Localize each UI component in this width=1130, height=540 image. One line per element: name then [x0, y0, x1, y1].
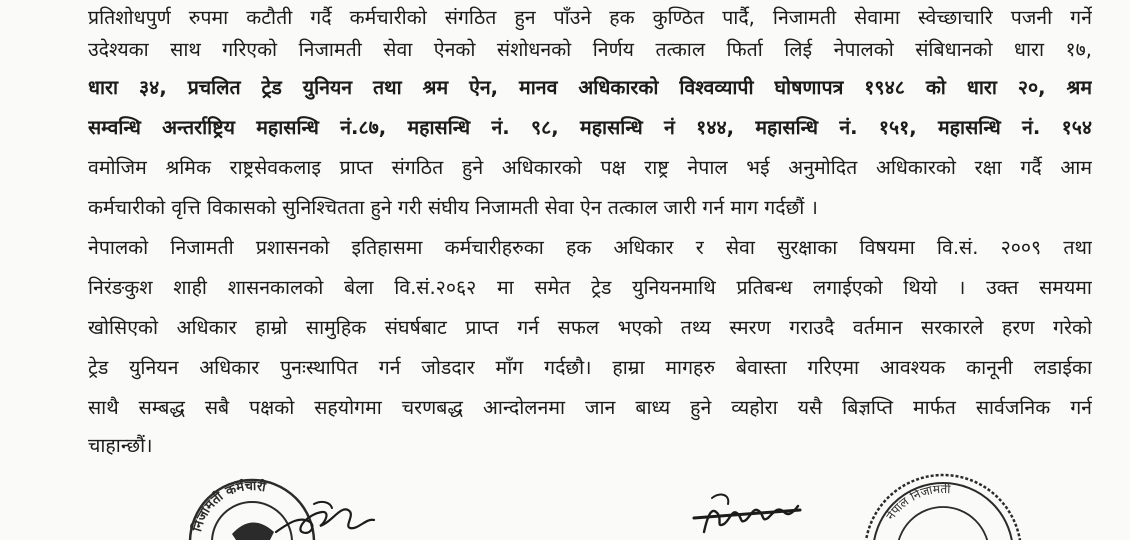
text-line: धारा ३४, प्रचलित ट्रेड युनियन तथा श्रम ऐन, मानव अधिकारको विश्वव्यापी घोषणापत्र १९४८ को धारा २०, श्रम [88, 76, 1092, 99]
text-line: नेपालको निजामती प्रशासनको इतिहासमा कर्मचारीहरुका हक अधिकार र सेवा सुरक्षाका विषयमा वि.सं. २००९ तथा [88, 236, 1092, 259]
svg-text:निजामती कर्मचारी: निजामती कर्मचारी [190, 478, 267, 534]
text-line: वमोजिम श्रमिक राष्ट्रसेवकलाइ प्राप्त संगठित हुने अधिकारको पक्ष राष्ट्र नेपाल भई अनुमोदित अधिकारको रक्षा गर्दै आम [88, 156, 1092, 179]
svg-text:नेपाल निजामती: नेपाल निजामती [883, 481, 951, 523]
text-line: निरंङकुश शाही शासनकालको बेला वि.सं.२०६२ मा समेत ट्रेड युनियनमाथि प्रतिबन्ध लगाईएको थियो । उक्त समयमा [88, 276, 1092, 299]
right-signature [690, 484, 810, 540]
left-signature [270, 492, 380, 540]
text-line: साथै सम्बद्ध सबै पक्षको सहयोगमा चरणबद्ध आन्दोलनमा जान बाध्य हुने व्यहोरा यसै बिज्ञप्ति मार्फत सार्वजनिक गर्न [88, 396, 1092, 419]
text-line: सम्वन्धि अन्तर्राष्ट्रिय महासन्धि नं.८७, महासन्धि नं. ९८, महासन्धि नं १४४, महासन्धि नं. १५१, महासन्धि नं. १५४ [88, 116, 1092, 139]
text-line: कर्मचारीको वृत्ति विकासको सुनिश्चितता हुने गरी संघीय निजामती सेवा ऐन तत्काल जारी गर्न माग गर्दछौं । [88, 196, 818, 219]
text-line: उदेश्यका साथ गरिएको निजामती सेवा ऐनको संशोधनको निर्णय तत्काल फिर्ता लिई नेपालको संबिधानको धारा १७, [88, 38, 1092, 61]
text-line: चाहान्छौं। [88, 434, 153, 457]
text-line: प्रतिशोधपुर्ण रुपमा कटौती गर्दै कर्मचारीको संगठित हुन पाँउने हक कुण्ठित पार्दै, निजामती सेवामा स्वेच्छाचारि पजनी गर्ने [88, 6, 1092, 29]
right-stamp-seal [858, 468, 1028, 540]
text-line: खोसिएको अधिकार हाम्रो सामुहिक संघर्षबाट प्राप्त गर्न सफल भएको तथ्य स्मरण गराउदै वर्तमान सरकारले हरण गरेको [88, 316, 1092, 339]
text-line: ट्रेड युनियन अधिकार पुनःस्थापित गर्न जोडदार माँग गर्दछौ। हाम्रा मागहरु बेवास्ता गरिएमा आवश्यक कानूनी लडाईका [88, 356, 1092, 379]
